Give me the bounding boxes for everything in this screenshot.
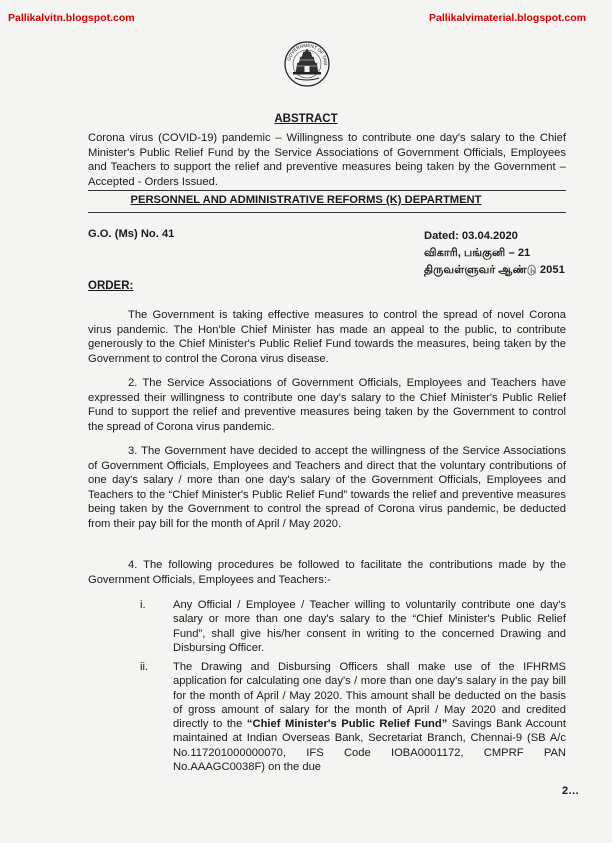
dated-line-tamil-year: திருவள்ளுவர் ஆண்டு 2051 xyxy=(424,264,565,276)
watermark-right: Pallikalvimaterial.blogspot.com xyxy=(429,12,586,24)
list-item-number: ii. xyxy=(140,661,149,673)
paragraph-3: 3. The Government have decided to accept the willingness of the Service Associations of Government Officials, Employees and Teachers and direct that the voluntary contributions of one day's salary / more than one day's salary of the Government Officials, Employees and Teachers to the “Chief Minister's Public Relief Fund” towards the relief and preventive measures being taken by the Government to control the spread of Corona virus pandemic, be deducted from their pay bill for the month of April / May 2020. xyxy=(88,445,566,530)
page-continuation: 2… xyxy=(562,785,580,797)
list-item-text-part: Savings Bank Account maintained at Indian Overseas Bank, Secretariat Branch, Chennai-9 (SB A/c No.117201000000070, IFS Code IOBA0001172, CMPRF PAN No.AAAGC0038F) on the due xyxy=(173,718,566,774)
abstract-text: Corona virus (COVID-19) pandemic – Willingness to contribute one day's salary to the Chief Minister's Public Relief Fund by the Service Associations of Government Officials, Employees and Teachers to support the relief and preventive measures being taken by the Government – Accepted - Orders Issued. xyxy=(88,132,566,188)
government-emblem-icon xyxy=(283,38,331,94)
list-item-number: i. xyxy=(140,599,146,611)
order-heading: ORDER: xyxy=(88,280,134,292)
paragraph-2: 2. The Service Associations of Government Officials, Employees and Teachers have expressed their willingness to contribute one day's salary to the Chief Minister's Public Relief Fund to support the relief and preventive measures being taken by the Government to control the spread of Corona virus pandemic. xyxy=(88,377,566,433)
dated-line-tamil-month: விகாரி, பங்குனி – 21 xyxy=(424,247,531,259)
list-item-i xyxy=(140,598,566,655)
abstract-title: ABSTRACT xyxy=(274,113,338,125)
fund-name-bold: “Chief Minister's Public Relief Fund” xyxy=(246,718,448,731)
paragraph-4: 4. The following procedures be followed to facilitate the contributions made by the Government Officials, Employees and Teachers:- xyxy=(88,559,566,586)
divider-top xyxy=(88,190,566,191)
department-heading: PERSONNEL AND ADMINISTRATIVE REFORMS (K) DEPARTMENT xyxy=(130,194,482,206)
dated-line-english: Dated: 03.04.2020 xyxy=(424,230,518,242)
go-number: G.O. (Ms) No. 41 xyxy=(88,228,175,240)
watermark-left: Pallikalvitn.blogspot.com xyxy=(8,12,135,24)
list-item-text-part: The Drawing and Disbursing Officers shall make use of the IFHRMS application for calculating one day's / more than one day's salary in the pay bill for the month of April / May 2020. This amount shall be deducted on the basis of gross amount of salary for the month of April / May 2020 and credited directly to the xyxy=(173,661,566,731)
dated-block xyxy=(424,228,565,279)
divider-bottom xyxy=(88,212,566,213)
paragraph-1: The Government is taking effective measures to control the spread of novel Corona virus pandemic. The Hon'ble Chief Minister has made an appeal to the public, to contribute generously to the Chief Minister's Public Relief Fund towards the measures, being taken by the Government to control the Corona virus disease. xyxy=(88,309,566,365)
list-item-text: Any Official / Employee / Teacher willing to voluntarily contribute one day's salary or more than one day's salary to the “Chief Minister's Public Relief Fund”, shall give his/her consent in writing to the concerned Drawing and Disbursing Officer. xyxy=(173,599,566,654)
list-item-text xyxy=(173,660,566,774)
svg-text:GOVERNMENT OF TAMIL NADU: GOVERNMENT OF TAM xyxy=(286,42,329,66)
list-item-ii xyxy=(140,660,566,774)
